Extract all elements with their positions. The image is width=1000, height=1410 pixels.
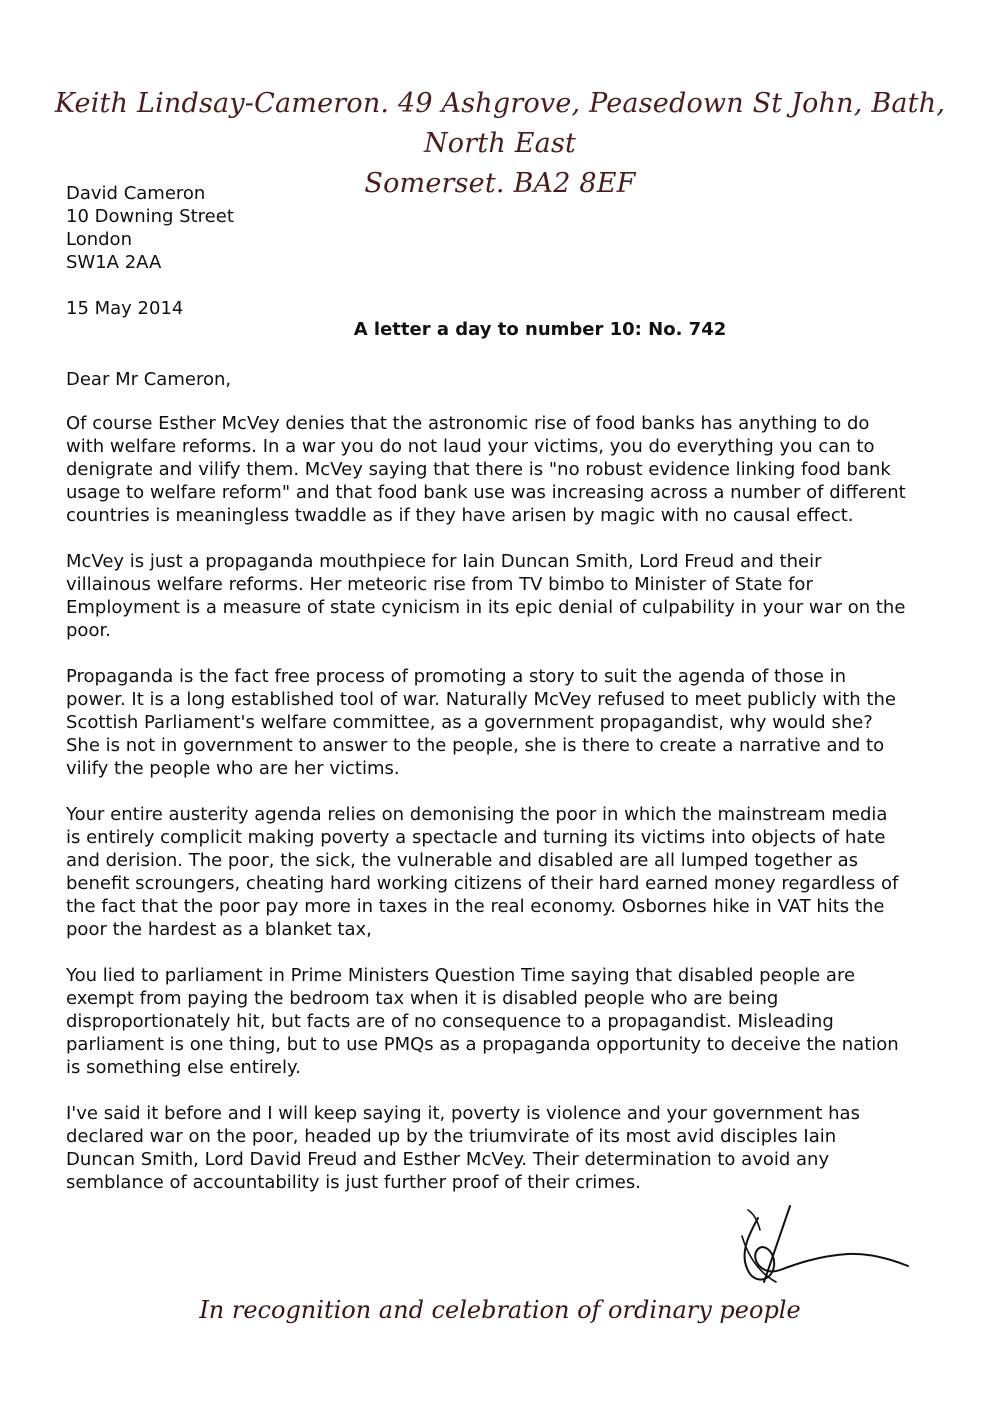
recipient-postcode: SW1A 2AA (66, 252, 162, 273)
paragraph-1: Of course Esther McVey denies that the astronomic rise of food banks has anything to do with welfare reforms. In a war you do not laud your victims, you do everything you can to denigrate and vilify them. McVey saying that there is "no robust evidence linking food bank usage to welfare reform" and that food bank use was increasing across a number of different countries is meaningless twaddle as if they have arisen by magic with no causal effect. (66, 413, 906, 526)
letter-heading: A letter a day to number 10: No. 742 (353, 319, 727, 340)
salutation: Dear Mr Cameron, (66, 369, 232, 390)
letterhead-line-2: Somerset. BA2 8EF (364, 168, 636, 199)
recipient-city: London (66, 229, 132, 250)
recipient-address (66, 182, 906, 274)
footer-tagline: In recognition and celebration of ordinary people (199, 1296, 801, 1324)
paragraph-5: You lied to parliament in Prime Ministers Question Time saying that disabled people are exempt from paying the bedroom tax when it is disabled people who are being disproportionately hit, but facts are of no consequence to a propagandist. Misleading parliament is one thing, but to use PMQs as a propaganda opportunity to deceive the nation is something else entirely. (66, 965, 899, 1078)
recipient-street: 10 Downing Street (66, 206, 234, 227)
handwritten-signature (718, 1196, 918, 1296)
paragraph-4: Your entire austerity agenda relies on demonising the poor in which the mainstream media is entirely complicit making poverty a spectacle and turning its victims into objects of hate and derision. The poor, the sick, the vulnerable and disabled are all lumped together as benefit scroungers, cheating hard working citizens of their hard earned money regardless of the fact that the poor pay more in taxes in the real economy. Osbornes hike in VAT hits the poor the hardest as a blanket tax, (66, 804, 899, 940)
paragraph-2: McVey is just a propaganda mouthpiece for Iain Duncan Smith, Lord Freud and their villainous welfare reforms. Her meteoric rise from TV bimbo to Minister of State for Employment is a measure of state cynicism in its epic denial of culpability in your war on the poor. (66, 551, 906, 641)
paragraph-3: Propaganda is the fact free process of promoting a story to suit the agenda of those in power. It is a long established tool of war. Naturally McVey refused to meet publicly with the Scottish Parliament's welfare committee, as a government propagandist, why would she? She is not in government to answer to the people, she is there to create a narrative and to vilify the people who are her victims. (66, 666, 896, 779)
paragraph-6: I've said it before and I will keep saying it, poverty is violence and your government has declared war on the poor, headed up by the triumvirate of its most avid disciples Iain Duncan Smith, Lord David Freud and Esther McVey. Their determination to avoid any semblance of accountability is just further proof of their crimes. (66, 1103, 860, 1193)
letter-body (66, 412, 906, 1217)
letter-date: 15 May 2014 (66, 298, 184, 319)
recipient-name: David Cameron (66, 183, 206, 204)
letterhead-line-1: Keith Lindsay-Cameron. 49 Ashgrove, Peasedown St John, Bath, North East (54, 88, 946, 159)
